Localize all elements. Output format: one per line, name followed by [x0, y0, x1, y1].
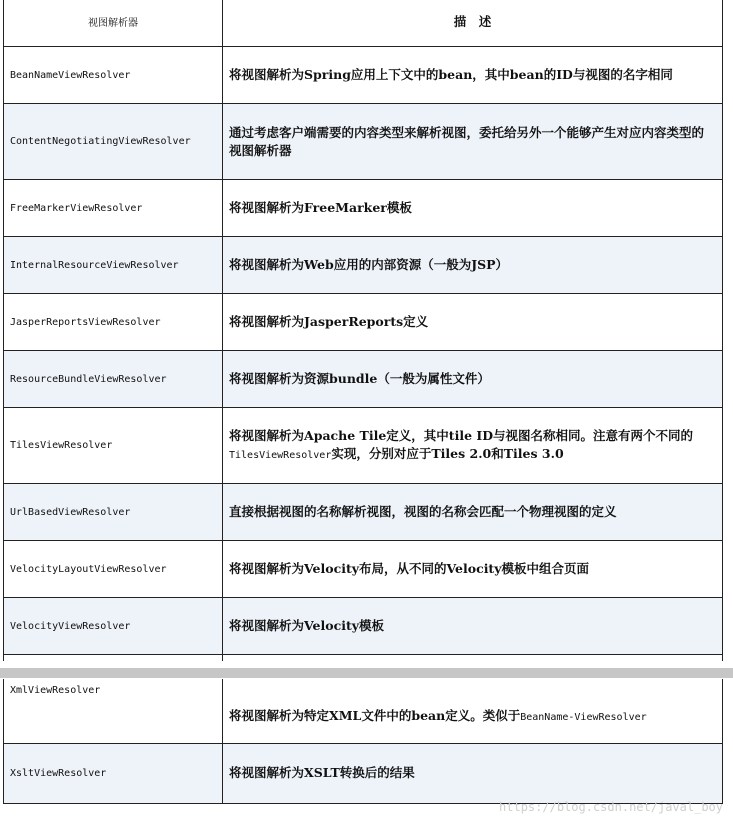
table-row [4, 47, 723, 104]
header-description: 描 述 [223, 0, 723, 47]
resolver-name: ResourceBundleViewResolver [4, 351, 223, 408]
table-row [4, 180, 723, 237]
resolver-table-bottom [3, 679, 723, 804]
table-row [4, 484, 723, 541]
table-header-row [4, 0, 723, 47]
resolver-description: 将视图解析为FreeMarker模板 [223, 180, 723, 237]
resolver-name: InternalResourceViewResolver [4, 237, 223, 294]
resolver-description [223, 408, 723, 484]
resolver-description: 将视图解析为Web应用的内部资源（一般为JSP） [223, 237, 723, 294]
resolver-description: 通过考虑客户端需要的内容类型来解析视图，委托给另外一个能够产生对应内容类型的视图解析器 [223, 104, 723, 180]
resolver-name: XmlViewResolver [4, 679, 223, 743]
table-row [4, 541, 723, 598]
resolver-name: XsltViewResolver [4, 743, 223, 803]
code-text: TilesViewResolver [229, 449, 332, 461]
resolver-description: 将视图解析为XSLT转换后的结果 [223, 743, 723, 803]
header-resolver: 视图解析器 [4, 0, 223, 47]
table-row [4, 408, 723, 484]
resolver-name: ContentNegotiatingViewResolver [4, 104, 223, 180]
resolver-name: TilesViewResolver [4, 408, 223, 484]
code-text: BeanName-ViewResolver [520, 711, 647, 723]
resolver-description: 直接根据视图的名称解析视图，视图的名称会匹配一个物理视图的定义 [223, 484, 723, 541]
table-row [4, 743, 723, 803]
resolver-name: VelocityLayoutViewResolver [4, 541, 223, 598]
resolver-name: VelocityViewResolver [4, 598, 223, 655]
resolver-name: BeanNameViewResolver [4, 47, 223, 104]
table-row-cutoff [4, 655, 723, 661]
resolver-description [223, 679, 723, 743]
description-text: 将视图解析为特定XML文件中的bean定义。类似于 [229, 707, 521, 723]
description-text: 将视图解析为Apache Tile定义，其中tile ID与视图名称相同。注意有两个不同的 [229, 427, 694, 443]
resolver-name: FreeMarkerViewResolver [4, 180, 223, 237]
table-row [4, 598, 723, 655]
resolver-description: 将视图解析为JasperReports定义 [223, 294, 723, 351]
table-row [4, 237, 723, 294]
page-break-divider [0, 668, 733, 678]
description-text: 实现，分别对应于Tiles 2.0和Tiles 3.0 [331, 445, 564, 461]
watermark: https://blog.csdn.net/javal_boy [499, 800, 723, 814]
resolver-description: 将视图解析为资源bundle（一般为属性文件） [223, 351, 723, 408]
resolver-table-top [3, 0, 723, 661]
resolver-name: UrlBasedViewResolver [4, 484, 223, 541]
resolver-description: 将视图解析为Velocity布局，从不同的Velocity模板中组合页面 [223, 541, 723, 598]
resolver-name: JasperReportsViewResolver [4, 294, 223, 351]
table-row [4, 104, 723, 180]
table-row [4, 294, 723, 351]
table-row [4, 351, 723, 408]
resolver-description: 将视图解析为Spring应用上下文中的bean，其中bean的ID与视图的名字相同 [223, 47, 723, 104]
table-row [4, 679, 723, 743]
resolver-description: 将视图解析为Velocity模板 [223, 598, 723, 655]
